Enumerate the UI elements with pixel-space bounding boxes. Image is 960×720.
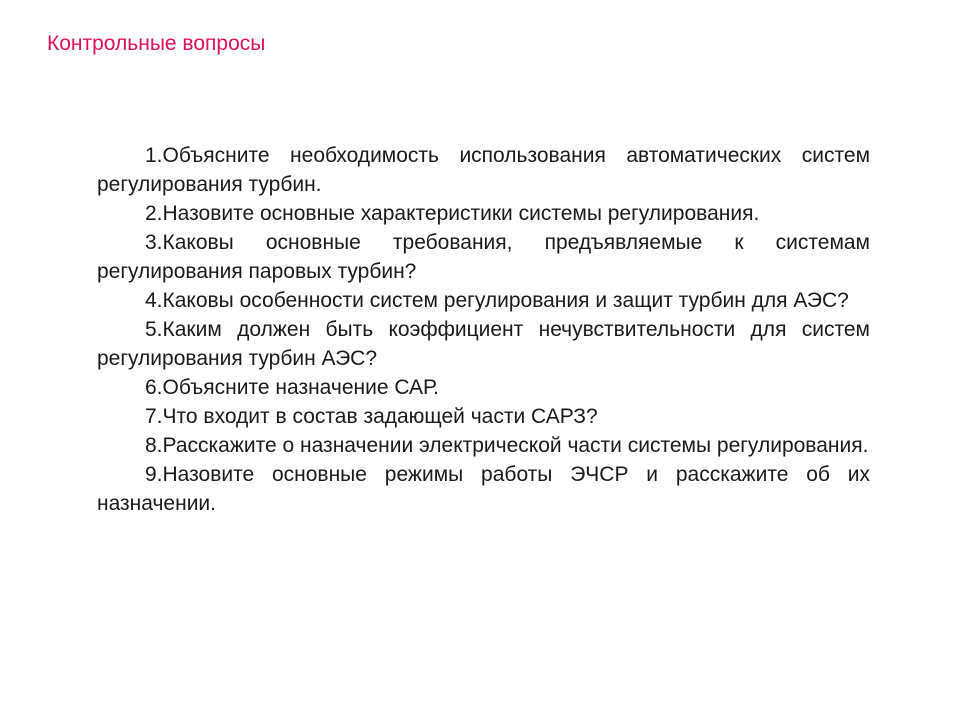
question-list: [97, 141, 870, 518]
question-item-7: 7.Что входит в состав задающей части САРЗ?: [145, 405, 598, 428]
question-item-3: 3.Каковы основные требования, предъявляемые к системам регулирования паровых турбин?: [97, 231, 870, 283]
question-item-9: 9.Назовите основные режимы работы ЭЧСР и расскажите об их назначении.: [97, 463, 870, 515]
question-item-8: 8.Расскажите о назначении электрической части системы регулирования.: [145, 434, 869, 457]
question-item-5: 5.Каким должен быть коэффициент нечувствительности для систем регулирования турбин АЭС?: [97, 318, 870, 370]
question-item-2: 2.Назовите основные характеристики системы регулирования.: [145, 202, 760, 225]
question-item-6: 6.Объясните назначение САР.: [145, 376, 439, 399]
slide-title: Контрольные вопросы: [47, 32, 266, 55]
question-item-4: 4.Каковы особенности систем регулирования и защит турбин для АЭС?: [145, 289, 849, 312]
question-item-1: 1.Объясните необходимость использования автоматических систем регулирования турбин.: [97, 144, 870, 196]
